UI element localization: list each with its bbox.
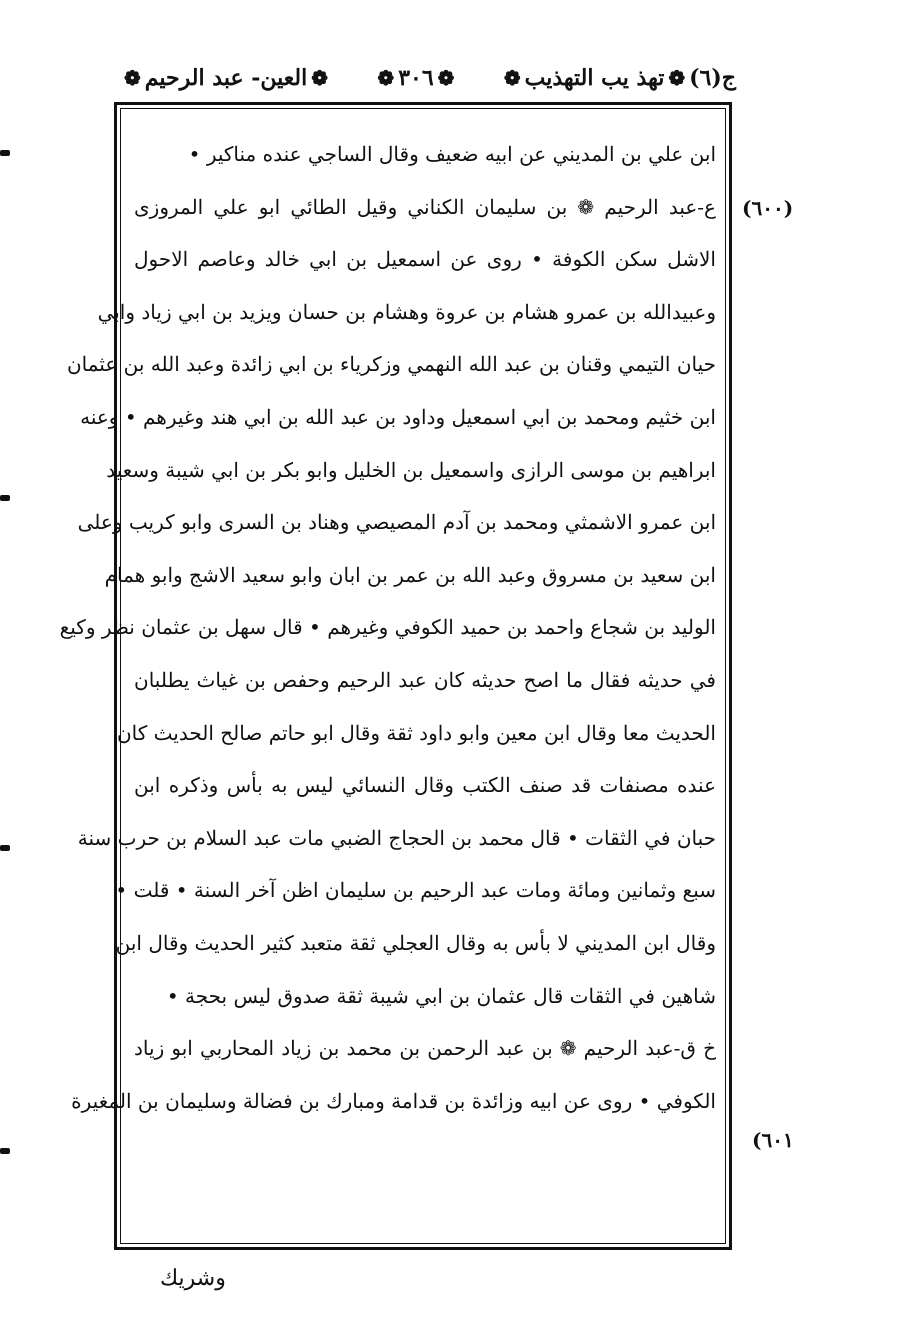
text-line: ع-عبد الرحيم ❁ بن سليمان الكناني وقيل الطائي ابو علي المروزى <box>134 194 716 219</box>
header-volume-group <box>500 65 736 91</box>
text-line: وقال ابن المديني لا بأس به وقال العجلي ثقة متعبد كثير الحديث وقال ابن <box>115 930 716 955</box>
text-line: الوليد بن شجاع واحمد بن حميد الكوفي وغيرهم • قال سهل بن عثمان نظر وكيع <box>59 615 716 640</box>
text-line: الكوفي • روى عن ابيه وزائدة بن قدامة ومبارك بن فضالة وسليمان بن المغيرة <box>71 1088 716 1113</box>
text-line: ابن خثيم ومحمد بن ابي اسمعيل وداود بن عبد الله بن ابي هند وغيرهم • وعنه <box>80 404 716 429</box>
text-line: ابراهيم بن موسى الرازى واسمعيل بن الخليل وابو بكر بن ابي شيبة وسعيد <box>106 457 716 482</box>
text-line: حيان التيمي وقنان بن عبد الله النهمي وزكرياء بن ابي زائدة وعبد الله بن عثمان <box>66 352 716 377</box>
text-line: الحديث معا وقال ابن معين وابو داود ثقة وقال ابو حاتم صالح الحديث كان <box>116 720 716 745</box>
ornament-icon: ❁ <box>124 66 141 90</box>
header-section: العين- عبد الرحيم <box>144 65 308 91</box>
text-line: سبع وثمانين ومائة ومات عبد الرحيم بن سليمان اظن آخر السنة • قلت • <box>115 878 716 903</box>
header-volume: ج(٦) <box>689 65 736 91</box>
entry-number: (٦٠٠) <box>742 196 794 220</box>
text-line: عنده مصنفات قد صنف الكتب وقال النسائي ليس به بأس وذكره ابن <box>134 773 716 798</box>
ornament-icon: ❁ <box>377 66 395 90</box>
catchword: وشريك <box>160 1266 226 1291</box>
header-book-title: تهذ يب التهذيب <box>524 65 665 91</box>
margin-mark <box>0 150 10 156</box>
text-line: حبان في الثقات • قال محمد بن الحجاج الضبي مات عبد السلام بن حرب سنة <box>77 825 716 850</box>
entry-number: (٦٠١ <box>752 1128 794 1152</box>
margin-mark <box>0 495 10 501</box>
text-line: شاهين في الثقات قال عثمان بن ابي شيبة ثقة صدوق ليس بحجة • <box>166 983 716 1008</box>
ornament-icon: ❁ <box>503 66 521 90</box>
text-line: ابن علي بن المديني عن ابيه ضعيف وقال الساجي عنده مناكير • <box>188 142 716 166</box>
header-page-number: ٣٠٦ <box>398 65 434 91</box>
text-line: الاشل سكن الكوفة • روى عن اسمعيل بن ابي خالد وعاصم الاحول <box>134 247 716 272</box>
text-line: خ ق-عبد الرحيم ❁ بن عبد الرحمن بن محمد بن زياد المحاربي ابو زياد <box>134 1036 716 1061</box>
ornament-icon: ❁ <box>311 66 328 90</box>
body-text <box>59 128 716 1127</box>
margin-mark <box>0 1148 10 1154</box>
text-line: في حديثه فقال ما اصح حديثه كان عبد الرحيم وحفص بن غياث يطلبان <box>134 667 716 692</box>
text-line: وعبيدالله بن عمرو هشام بن عروة وهشام بن حسان ويزيد بن ابي زياد وابي <box>97 299 716 324</box>
ornament-icon: ❁ <box>668 66 686 90</box>
page-header <box>120 58 736 98</box>
header-section-group <box>120 65 332 91</box>
header-page-group <box>373 65 458 91</box>
ornament-icon: ❁ <box>437 66 455 90</box>
text-line: ابن سعيد بن مسروق وعبد الله بن عمر بن ابان وابو سعيد الاشج وابو همام <box>104 562 716 587</box>
text-line: ابن عمرو الاشمثي ومحمد بن آدم المصيصي وهناد بن السرى وابو كريب وعلى <box>77 510 716 535</box>
margin-mark <box>0 845 10 851</box>
